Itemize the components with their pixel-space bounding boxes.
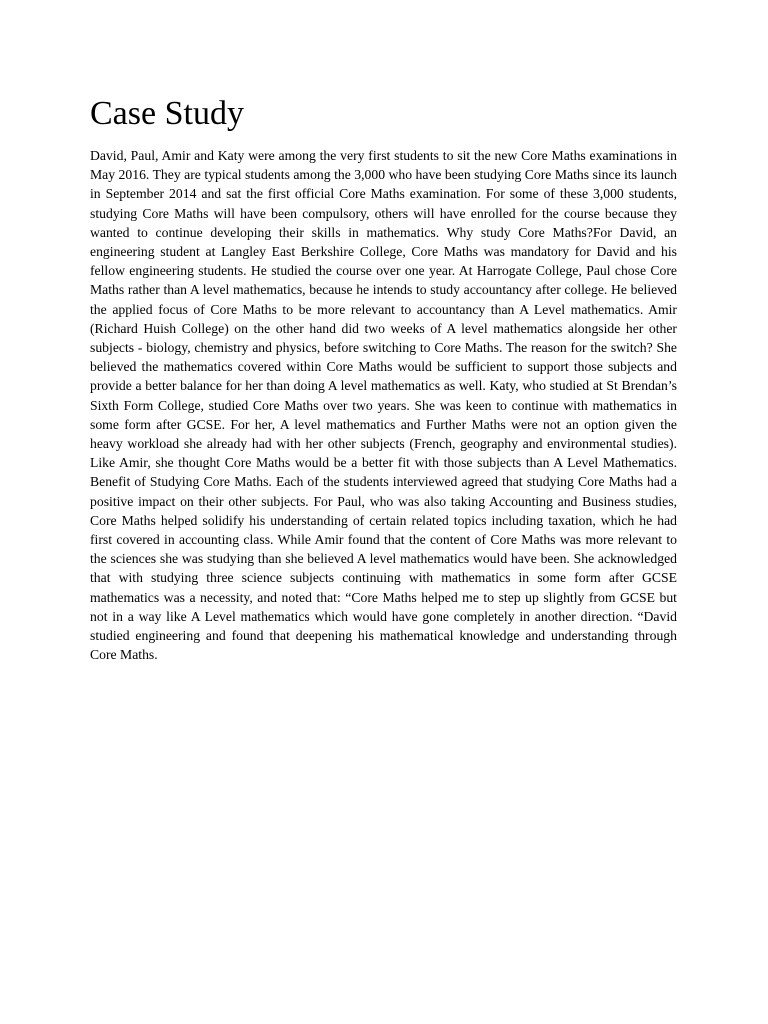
body-paragraph: David, Paul, Amir and Katy were among the very first students to sit the new Core Maths examinations in May 2016. They are typical students among the 3,000 who have been studying Core Maths since its launch in September 2014 and sat the first official Core Maths examination. For some of these 3,000 students, studying Core Maths will have been compulsory, others will have enrolled for the course because they wanted to continue developing their skills in mathematics. Why study Core Maths?For David, an engineering student at Langley East Berkshire College, Core Maths was mandatory for David and his fellow engineering students. He studied the course over one year. At Harrogate College, Paul chose Core Maths rather than A level mathematics, because he intends to study accountancy after college. He believed the applied focus of Core Maths to be more relevant to accountancy than A Level mathematics. Amir (Richard Huish College) on the other hand did two weeks of A level mathematics alongside her other subjects - biology, chemistry and physics, before switching to Core Maths. The reason for the switch? She believed the mathematics covered within Core Maths would be sufficient to support those subjects and provide a better balance for her than doing A level mathematics as well. Katy, who studied at St Brendan’s Sixth Form College, studied Core Maths over two years. She was keen to continue with mathematics in some form after GCSE. For her, A level mathematics and Further Maths were not an option given the heavy workload she already had with her other subjects (French, geography and environmental studies). Like Amir, she thought Core Maths would be a better fit with those subjects than A Level Mathematics. Benefit of Studying Core Maths. Each of the students interviewed agreed that studying Core Maths had a positive impact on their other subjects. For Paul, who was also taking Accounting and Business studies, Core Maths helped solidify his understanding of certain related topics including taxation, which he had first covered in accounting class. While Amir found that the content of Core Maths was more relevant to the sciences she was studying than she believed A level mathematics would have been. She acknowledged that with studying three science subjects continuing with mathematics in some form after GCSE mathematics was a necessity, and noted that: “Core Maths helped me to step up slightly from GCSE but not in a way like A Level mathematics which would have gone completely in another direction. “David studied engineering and found that deepening his mathematical knowledge and understanding through Core Maths. xyxy=(90,148,677,663)
page-title: Case Study xyxy=(90,95,244,132)
